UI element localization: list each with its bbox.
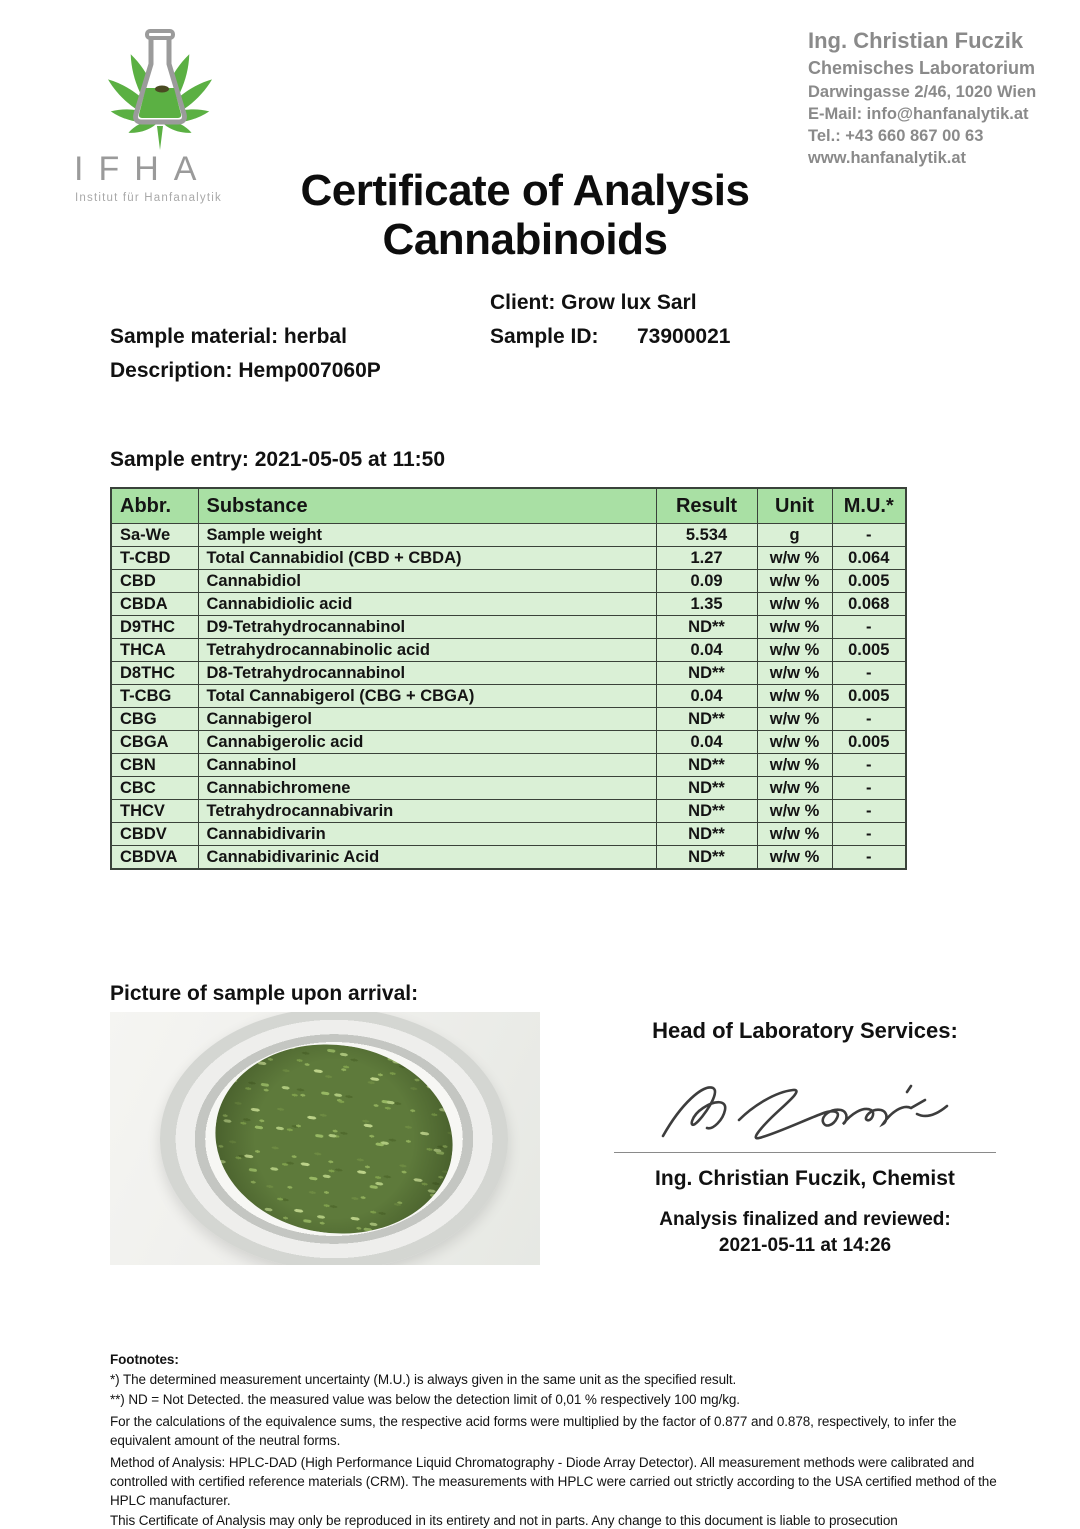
table-cell: -: [832, 524, 906, 547]
footnotes: [110, 1350, 1018, 1529]
contact-name: Ing. Christian Fuczik: [808, 28, 1024, 53]
table-cell: 1.27: [656, 547, 757, 570]
document-title: [0, 166, 1050, 265]
table-cell: ND**: [656, 846, 757, 870]
table-cell: D9-Tetrahydrocannabinol: [198, 616, 656, 639]
header-result: Result: [656, 488, 757, 524]
table-cell: 5.534: [656, 524, 757, 547]
table-cell: -: [832, 754, 906, 777]
table-cell: THCA: [111, 639, 198, 662]
signature-heading: Head of Laboratory Services:: [652, 1018, 958, 1043]
table-cell: D9THC: [111, 616, 198, 639]
footnote-reproduction: This Certificate of Analysis may only be reproduced in its entirety and not in parts. Any change to this document is liable to prosecution: [110, 1513, 898, 1528]
table-row: [111, 593, 906, 616]
table-cell: CBDV: [111, 823, 198, 846]
table-cell: Sa-We: [111, 524, 198, 547]
table-cell: D8THC: [111, 662, 198, 685]
table-cell: 0.09: [656, 570, 757, 593]
table-cell: w/w %: [757, 662, 832, 685]
results-table-body: [111, 524, 906, 870]
header-unit: Unit: [757, 488, 832, 524]
footnotes-title: Footnotes:: [110, 1352, 179, 1367]
contact-email: E-Mail: info@hanfanalytik.at: [808, 104, 1029, 123]
hemp-leaf-flask-icon: [60, 26, 260, 150]
table-cell: w/w %: [757, 823, 832, 846]
logo-subtitle: Institut für Hanfanalytik: [75, 192, 222, 204]
table-cell: w/w %: [757, 846, 832, 870]
contact-lab: Chemisches Laboratorium: [808, 57, 1036, 78]
results-table: [110, 487, 907, 870]
table-cell: 0.064: [832, 547, 906, 570]
header-mu: M.U.*: [832, 488, 906, 524]
table-cell: w/w %: [757, 639, 832, 662]
table-cell: w/w %: [757, 731, 832, 754]
table-cell: Cannabidivarin: [198, 823, 656, 846]
contact-phone: Tel.: +43 660 867 00 63: [808, 127, 984, 146]
table-cell: CBC: [111, 777, 198, 800]
table-cell: -: [832, 616, 906, 639]
table-cell: w/w %: [757, 777, 832, 800]
table-cell: -: [832, 777, 906, 800]
table-row: [111, 685, 906, 708]
table-cell: 0.04: [656, 731, 757, 754]
footnote-equivalence: For the calculations of the equivalence sums, the respective acid forms were multiplied by the factor of 0.877 and 0.878, respectively, to infer the equivalent amount of the neutral forms.: [110, 1414, 957, 1448]
table-cell: ND**: [656, 616, 757, 639]
table-row: [111, 731, 906, 754]
table-cell: Cannabigerolic acid: [198, 731, 656, 754]
table-row: [111, 754, 906, 777]
handwritten-signature: [655, 1062, 955, 1150]
table-cell: 1.35: [656, 593, 757, 616]
sample-material-label: Sample material: herbal: [110, 325, 347, 348]
sample-entry-label: Sample entry: 2021-05-05 at 11:50: [110, 448, 446, 471]
table-cell: w/w %: [757, 754, 832, 777]
table-cell: T-CBG: [111, 685, 198, 708]
table-cell: ND**: [656, 800, 757, 823]
title-line1: Certificate of Analysis: [300, 166, 750, 215]
table-row: [111, 616, 906, 639]
table-cell: 0.04: [656, 685, 757, 708]
table-row: [111, 662, 906, 685]
sample-id-value: 73900021: [637, 325, 731, 348]
finalized-text: [595, 1207, 1015, 1258]
table-cell: w/w %: [757, 570, 832, 593]
table-cell: Cannabidiolic acid: [198, 593, 656, 616]
table-row: [111, 570, 906, 593]
table-cell: -: [832, 823, 906, 846]
table-cell: w/w %: [757, 593, 832, 616]
header-abbr: Abbr.: [111, 488, 198, 524]
picture-label: Picture of sample upon arrival:: [110, 982, 419, 1005]
table-cell: CBGA: [111, 731, 198, 754]
table-cell: Total Cannabigerol (CBG + CBGA): [198, 685, 656, 708]
table-cell: D8-Tetrahydrocannabinol: [198, 662, 656, 685]
table-cell: ND**: [656, 708, 757, 731]
table-cell: Tetrahydrocannabivarin: [198, 800, 656, 823]
ifha-logo: [60, 26, 260, 204]
signature-line: [614, 1152, 996, 1153]
table-row: [111, 524, 906, 547]
table-cell: Total Cannabidiol (CBD + CBDA): [198, 547, 656, 570]
table-cell: THCV: [111, 800, 198, 823]
table-row: [111, 708, 906, 731]
table-row: [111, 823, 906, 846]
signature-block: [595, 1018, 1015, 1258]
table-cell: ND**: [656, 662, 757, 685]
table-cell: g: [757, 524, 832, 547]
table-cell: CBDA: [111, 593, 198, 616]
sample-id-label: Sample ID:: [490, 325, 599, 348]
table-cell: w/w %: [757, 800, 832, 823]
sample-photo: [110, 1012, 540, 1265]
table-cell: Cannabichromene: [198, 777, 656, 800]
table-cell: ND**: [656, 754, 757, 777]
table-cell: w/w %: [757, 616, 832, 639]
table-cell: CBD: [111, 570, 198, 593]
client-label: Client: Grow lux Sarl: [490, 291, 697, 314]
table-cell: T-CBD: [111, 547, 198, 570]
table-cell: Cannabigerol: [198, 708, 656, 731]
table-cell: 0.068: [832, 593, 906, 616]
title-line2: Cannabinoids: [382, 215, 668, 265]
table-cell: -: [832, 708, 906, 731]
table-cell: w/w %: [757, 708, 832, 731]
table-cell: ND**: [656, 777, 757, 800]
description-label: Description: Hemp007060P: [110, 359, 381, 382]
table-cell: Cannabidivarinic Acid: [198, 846, 656, 870]
table-cell: 0.005: [832, 685, 906, 708]
finalized-line2: 2021-05-11 at 14:26: [718, 1234, 892, 1256]
table-row: [111, 547, 906, 570]
table-cell: w/w %: [757, 547, 832, 570]
sample-bowl-image: [160, 1012, 508, 1265]
table-cell: ND**: [656, 823, 757, 846]
table-row: [111, 846, 906, 870]
lab-contact-block: [808, 28, 1068, 170]
table-cell: -: [832, 800, 906, 823]
footnote-nd: **) ND = Not Detected. the measured value was below the detection limit of 0,01 % respectively 100 mg/kg.: [110, 1392, 740, 1407]
herb-material-image: [203, 1029, 465, 1248]
footnote-mu: *) The determined measurement uncertainty (M.U.) is always given in the same unit as the specified result.: [110, 1372, 737, 1387]
table-cell: CBDVA: [111, 846, 198, 870]
table-cell: -: [832, 662, 906, 685]
table-cell: 0.005: [832, 570, 906, 593]
table-cell: Cannabinol: [198, 754, 656, 777]
table-cell: -: [832, 846, 906, 870]
table-cell: Cannabidiol: [198, 570, 656, 593]
table-row: [111, 800, 906, 823]
footnote-method: Method of Analysis: HPLC-DAD (High Performance Liquid Chromatography - Diode Array Detector). All measurement methods were calibrated and controlled with certified reference materials (CRM). The measurements with HPLC were carried out strictly according to the USA certified method of the HPLC manufacturer.: [110, 1455, 997, 1508]
logo-acronym: IFHA: [74, 150, 212, 188]
contact-address: Darwingasse 2/46, 1020 Wien: [808, 82, 1037, 101]
table-header-row: [111, 488, 906, 524]
finalized-line1: Analysis finalized and reviewed:: [659, 1209, 951, 1230]
contact-website: www.hanfanalytik.at: [808, 149, 967, 168]
table-cell: CBG: [111, 708, 198, 731]
table-cell: 0.005: [832, 731, 906, 754]
table-cell: Sample weight: [198, 524, 656, 547]
table-cell: 0.04: [656, 639, 757, 662]
signatory-name: Ing. Christian Fuczik, Chemist: [655, 1167, 955, 1190]
table-cell: CBN: [111, 754, 198, 777]
table-row: [111, 639, 906, 662]
table-row: [111, 777, 906, 800]
table-cell: Tetrahydrocannabinolic acid: [198, 639, 656, 662]
header-substance: Substance: [198, 488, 656, 524]
table-cell: 0.005: [832, 639, 906, 662]
table-cell: w/w %: [757, 685, 832, 708]
